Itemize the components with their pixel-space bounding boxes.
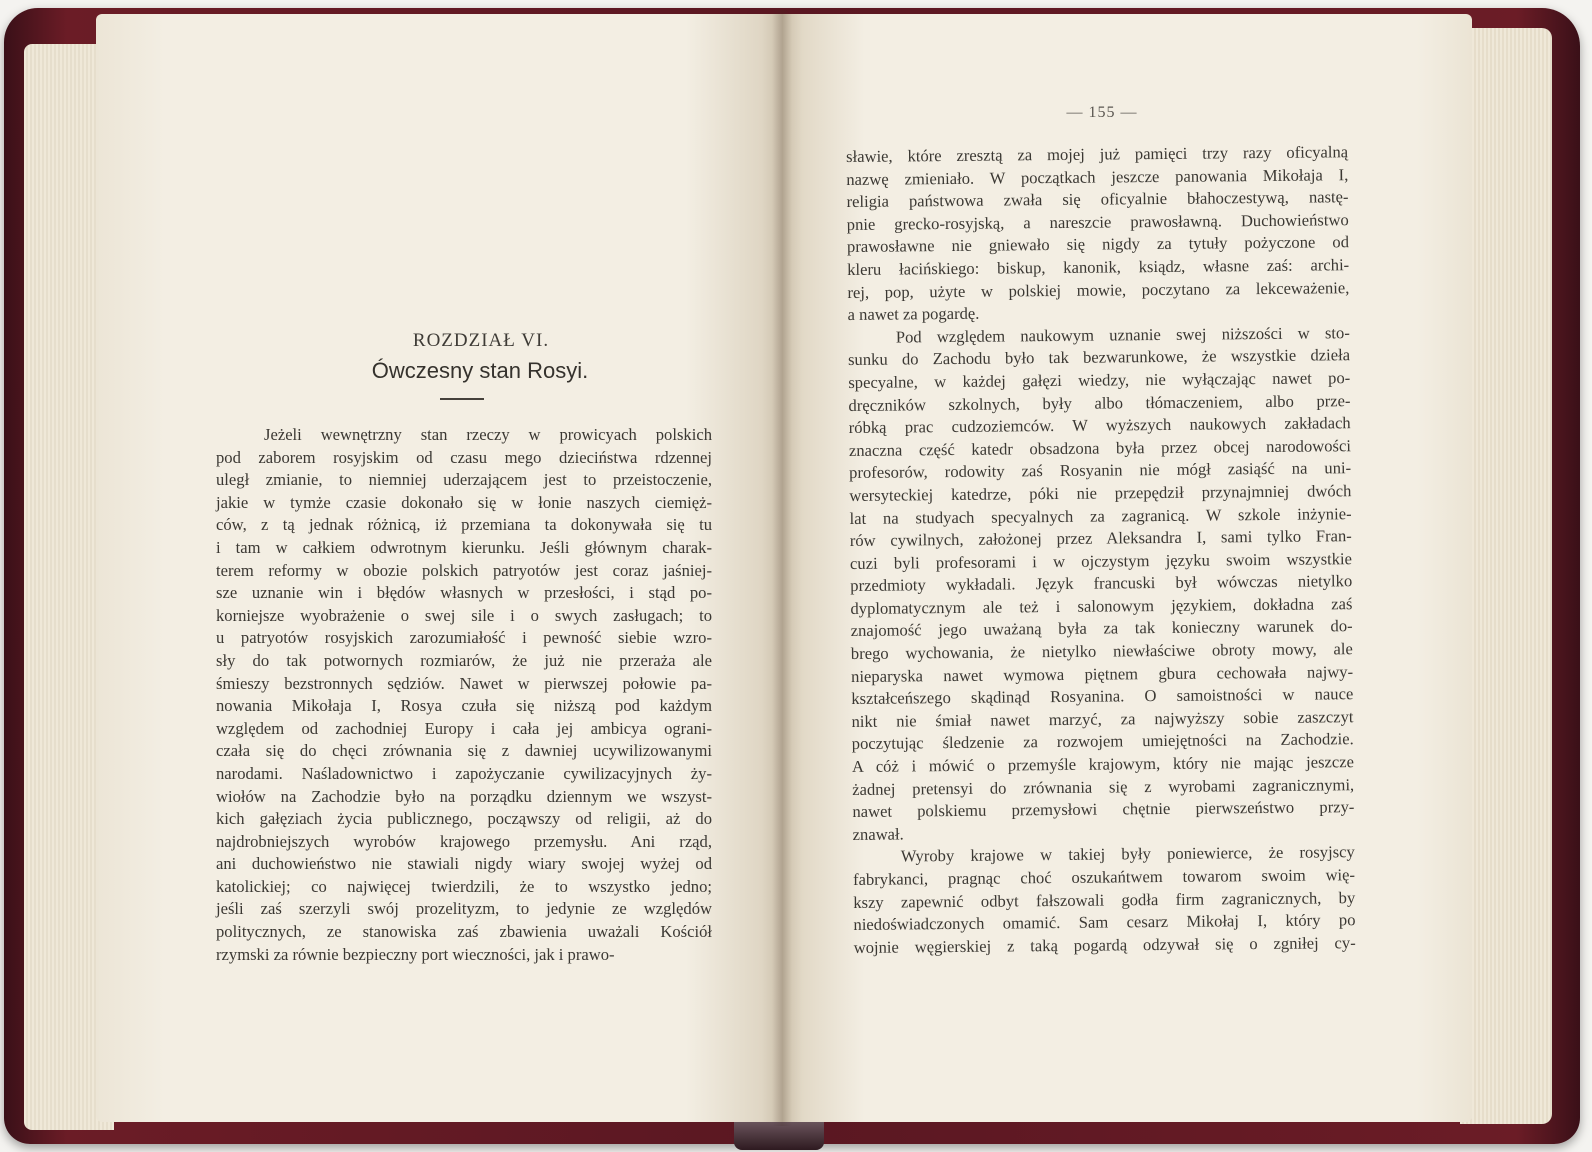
text-line: nazwę zmieniało. W początkach jeszcze panowania Mikołaja I, [846, 164, 1349, 189]
text-line: znaczna część katedr obsadzona była przez obcej narodowości [848, 435, 1351, 460]
text-line: śmieszy bezstronnych sędziów. Nawet w pierwszej połowie pa- [216, 673, 712, 693]
text-line: niedoświadczonych omamić. Sam cesarz Mikołaj I, który po [853, 910, 1356, 935]
bookmark-ribbon-bottom [734, 1120, 824, 1150]
text-line: sły do tak potwornych rozmiarów, że już nie przeraża ale [216, 650, 712, 670]
text-line: kich gałęziach życia publicznego, począwszy od religii, aż do [216, 809, 712, 829]
text-line: profesorów, rodowity zaś Rosyanin nie mógł zasiąść na uni- [849, 458, 1352, 483]
text-line: wersyteckiej katedrze, póki nie przepędził przynajmniej dwóch [849, 481, 1352, 505]
text-line: dyplomatycznym ale też i salonowym językiem, dokładna zaś [850, 594, 1353, 618]
text-line: cuzi byli profesorami i w ojczystym języku swoim wszystkie [849, 548, 1353, 573]
text-line: rzymski za równie bezpieczny port wieczności, jak i prawo- [216, 944, 615, 964]
text-line: korniejsze wyobrażenie o swej sile i o swych zasługach; to [216, 605, 712, 625]
text-line: jeśli zaś szerzyli swój prozelityzm, to jedynie ze względów [216, 899, 712, 919]
text-line: jakie w tymże czasie dokonało się w łonie naszych ciemięż- [216, 492, 712, 512]
text-line: Pod względem naukowym uznanie swej niższości w sto- [895, 322, 1350, 347]
right-page-text [846, 141, 1356, 959]
text-line: przedmioty wykładali. Język francuski był wówczas nietylko [850, 571, 1353, 596]
text-line: nieparyska nawet wymowa piętnem gbura cechowała najwy- [850, 661, 1354, 686]
text-line: i tam w całkiem odwrotnym kierunku. Jeśli głównym charak- [216, 537, 712, 557]
text-line: znajomość jego uważaną była za tak konieczny warunek do- [850, 616, 1353, 641]
text-line: A cóż i mówić o przemyśle krajowym, który nie mając jeszcze [851, 752, 1355, 777]
text-line: poczytując śledzenie za rozwojem umiejętności na Zachodzie. [851, 729, 1354, 754]
text-line: katolickiej; co najwięcej twierdzili, że to wszystko jedno; [216, 876, 712, 896]
text-line: znawał. [852, 824, 904, 844]
text-line: nawet polskiemu przemysłowi chętnie pierwszeństwo przy- [852, 797, 1355, 822]
text-line: ców, z tą jednak różnicą, iż przemiana ta dokonywała się tu [216, 515, 712, 535]
text-line: pod zaborem rosyjskim od czasu mego dzieciństwa rdzennej [216, 447, 712, 467]
text-line: terem reformy w obozie polskich patryotów jest coraz jaśniej- [216, 560, 712, 580]
text-line: sunku do Zachodu było tak bezwarunkowe, że wszystkie dzieła [847, 345, 1351, 370]
text-line: brego wychowania, że nietylko niewłaściwe obroty mowy, ale [850, 639, 1353, 664]
text-line: u patryotów rosyjskich zarozumiałość i pewność siebie wzro- [216, 628, 712, 648]
text-line: kształceńszego skądinąd Rosyanina. O samoistności w nauce [851, 684, 1354, 709]
text-line: rów cywilnych, założonej przez Aleksandra I, sami tylko Fran- [849, 526, 1352, 551]
text-line: czała się do chęci zrównania się z dawniej ucywilizowanymi [216, 741, 712, 761]
text-line: lat na studyach specyalnych za zagranicą. W szkole inżynie- [849, 503, 1352, 528]
text-line: a nawet za pogardę. [847, 303, 980, 325]
text-line: narodami. Naśladownictwo i zapożyczanie cywilizacyjnych ży- [216, 763, 712, 783]
text-line: wojnie węgierskiej z taką pogardą odzywał się o zgniłej cy- [853, 932, 1356, 957]
text-line: nikt nie śmiał nawet marzyć, za najwyższy sobie zaszczyt [851, 706, 1354, 731]
text-line: wiołów na Zachodzie było na porządku dziennym we wszyst- [216, 786, 712, 806]
text-line: politycznych, ze stanowiska zaś zbawienia uważali Kościół [216, 922, 712, 942]
chapter-title: Ówczesny stan Rosyi. [371, 358, 589, 383]
text-line: pnie grecko-rosyjską, a nareszcie prawosławną. Duchowieństwo [846, 209, 1349, 234]
chapter-divider [440, 398, 484, 400]
text-line: ani duchowieństwo nie stawiali nigdy wiary swojej wyżej od [216, 854, 712, 874]
page-edges-right [1460, 28, 1552, 1124]
page-number: — 155 — [1066, 104, 1138, 121]
text-line: względem od zachodniej Europy i cała jej ambicya ograni- [216, 718, 712, 738]
left-page-text [216, 424, 712, 966]
text-line: rej, pop, użyte w polskiej mowie, poczytano za lekceważenie, [847, 277, 1350, 302]
text-line: Wyroby krajowe w takiej były poniewierce, że rosyjscy [900, 842, 1355, 866]
text-line: nowania Mikołaja I, Rosya czuła się niższą pod każdym [216, 696, 712, 716]
text-line: uległ zmianie, to niemniej uderzającem jest to przeistoczenie, [216, 470, 712, 490]
text-line: najdrobniejszych wyrobów krajowego przemysłu. Ani rząd, [216, 831, 712, 851]
text-line: sze uznanie win i błędów własnych w przesłości, i stąd po- [216, 583, 712, 603]
text-line: religia państwowa zwała się oficyalnie błahoczestywą, nastę- [846, 187, 1349, 212]
text-line: prawosławne nie gniewało się nigdy za tytuły pożyczone od [846, 232, 1350, 257]
text-line: róbką prac cudzoziemców. W wyższych naukowych zakładach [848, 413, 1351, 438]
text-line: kszy zapewnić odbyt fałszowali godła firm zagranicznych, by [853, 887, 1356, 912]
text-line: fabrykanci, pragnąc choć oszukańtwem towarom swoim wię- [852, 865, 1356, 889]
text-line: Jeżeli wewnętrzny stan rzeczy w prowicyach polskich [264, 425, 712, 444]
text-line: żadnej pretensyi do zrównania się z wyrobami zagranicznymi, [852, 774, 1355, 799]
text-line: sławie, które zresztą za mojej już pamięci trzy razy oficyalną [846, 142, 1349, 166]
text-line: kleru łacińskiego: biskup, kanonik, ksiądz, własne zaś: archi- [847, 255, 1350, 279]
text-line: specyalne, w każdej gałęzi wiedzy, nie wyłączając nawet po- [848, 368, 1351, 392]
chapter-label: ROZDZIAŁ VI. [412, 330, 550, 351]
text-line: dręczników szkolnych, były albo tłómaczeniem, albo prze- [848, 390, 1351, 415]
